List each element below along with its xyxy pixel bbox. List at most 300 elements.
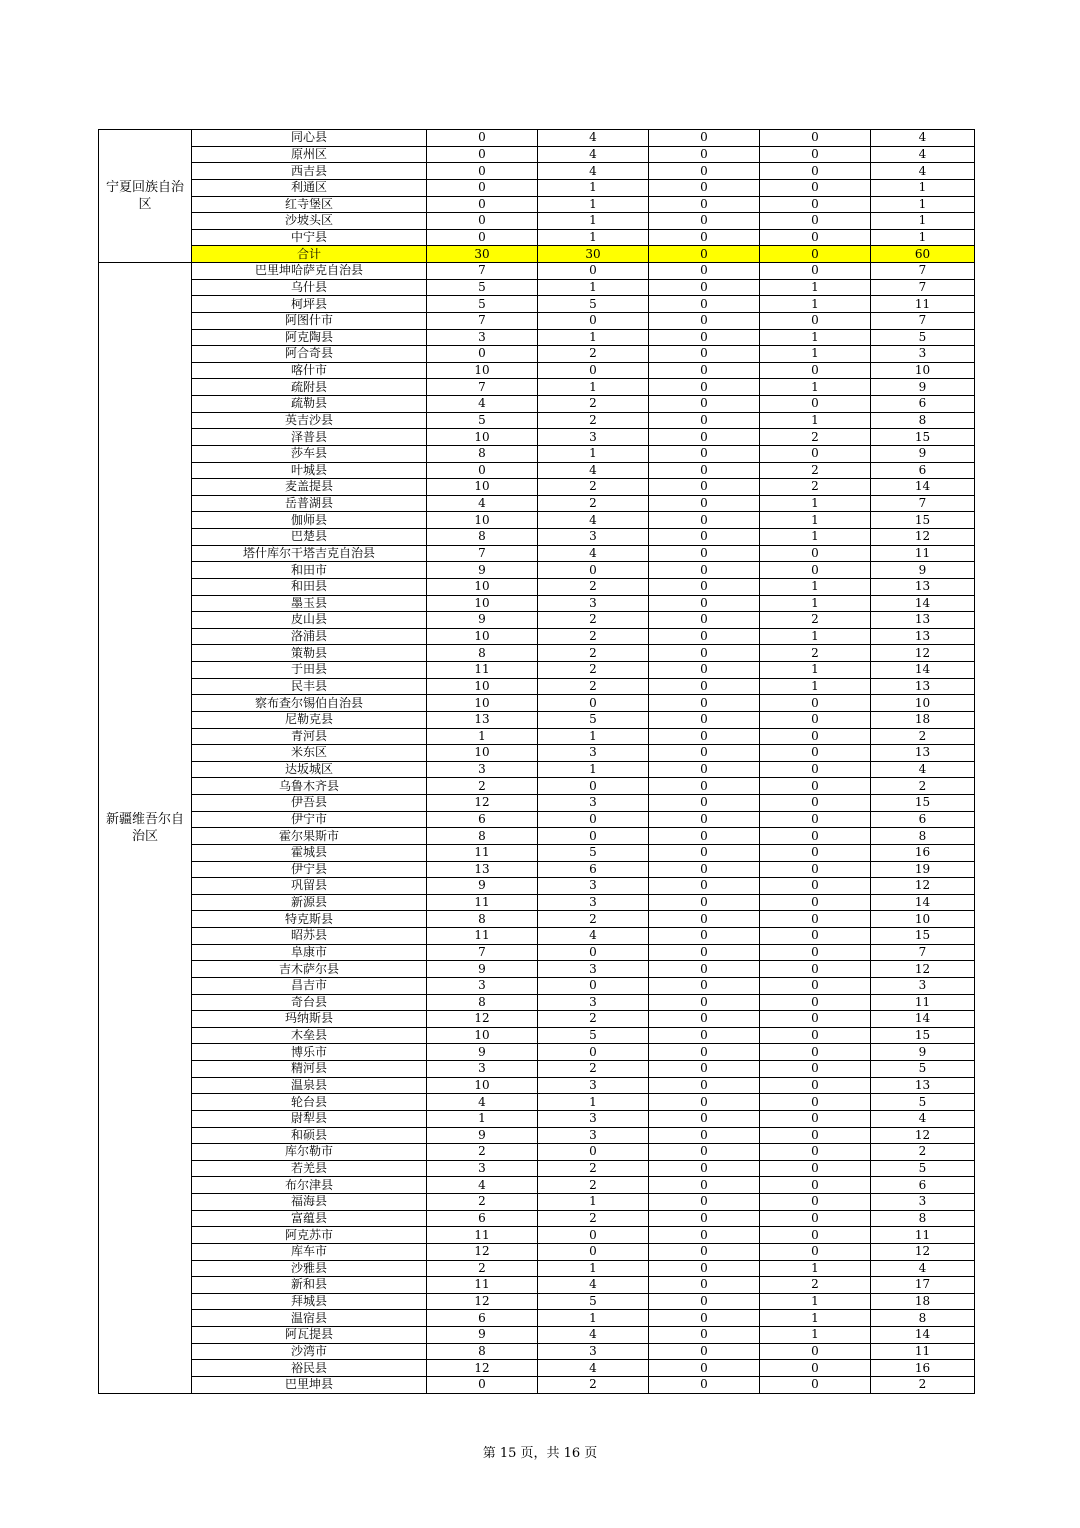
- value-cell: 1: [538, 1310, 649, 1327]
- table-row: [99, 1044, 975, 1061]
- value-cell: 2: [538, 612, 649, 629]
- county-name-cell: 霍尔果斯市: [192, 828, 427, 845]
- value-cell: 4: [538, 130, 649, 147]
- value-cell: 6: [538, 861, 649, 878]
- value-cell: 0: [760, 1210, 871, 1227]
- value-cell: 11: [427, 844, 538, 861]
- value-cell: 12: [871, 878, 975, 895]
- table-row: [99, 429, 975, 446]
- value-cell: 30: [427, 246, 538, 263]
- value-cell: 8: [871, 1310, 975, 1327]
- value-cell: 0: [760, 1027, 871, 1044]
- county-name-cell: 泽普县: [192, 429, 427, 446]
- table-row: [99, 196, 975, 213]
- value-cell: 15: [871, 429, 975, 446]
- county-name-cell: 阿克陶县: [192, 329, 427, 346]
- value-cell: 1: [760, 678, 871, 695]
- value-cell: 7: [427, 312, 538, 329]
- value-cell: 0: [649, 911, 760, 928]
- value-cell: 0: [649, 745, 760, 762]
- table-row: [99, 1360, 975, 1377]
- value-cell: 1: [760, 495, 871, 512]
- table-row: [99, 961, 975, 978]
- value-cell: 0: [760, 213, 871, 230]
- county-name-cell: 同心县: [192, 130, 427, 147]
- value-cell: 10: [871, 911, 975, 928]
- table-row: [99, 628, 975, 645]
- value-cell: 2: [427, 1260, 538, 1277]
- table-row: [99, 130, 975, 147]
- value-cell: 0: [649, 412, 760, 429]
- value-cell: 2: [871, 728, 975, 745]
- table-row: [99, 312, 975, 329]
- value-cell: 0: [649, 878, 760, 895]
- table-row: [99, 1177, 975, 1194]
- value-cell: 0: [649, 894, 760, 911]
- value-cell: 0: [760, 878, 871, 895]
- value-cell: 11: [427, 1277, 538, 1294]
- county-name-cell: 红寺堡区: [192, 196, 427, 213]
- county-name-cell: 塔什库尔干塔吉克自治县: [192, 545, 427, 562]
- county-name-cell: 察布查尔锡伯自治县: [192, 695, 427, 712]
- value-cell: 1: [538, 1260, 649, 1277]
- value-cell: 16: [871, 844, 975, 861]
- value-cell: 0: [649, 961, 760, 978]
- value-cell: 10: [427, 578, 538, 595]
- value-cell: 2: [538, 911, 649, 928]
- table-row: [99, 1144, 975, 1161]
- value-cell: 3: [538, 429, 649, 446]
- value-cell: 0: [427, 130, 538, 147]
- county-name-cell: 布尔津县: [192, 1177, 427, 1194]
- value-cell: 8: [871, 412, 975, 429]
- value-cell: 0: [760, 1077, 871, 1094]
- value-cell: 0: [649, 1177, 760, 1194]
- value-cell: 0: [760, 1011, 871, 1028]
- value-cell: 0: [649, 678, 760, 695]
- value-cell: 2: [427, 1144, 538, 1161]
- value-cell: 15: [871, 928, 975, 945]
- value-cell: 1: [760, 1293, 871, 1310]
- value-cell: 7: [871, 312, 975, 329]
- value-cell: 5: [871, 1061, 975, 1078]
- table-row: [99, 944, 975, 961]
- county-name-cell: 乌什县: [192, 279, 427, 296]
- value-cell: 15: [871, 795, 975, 812]
- table-row: [99, 479, 975, 496]
- table-row: [99, 412, 975, 429]
- county-name-cell: 昭苏县: [192, 928, 427, 945]
- value-cell: 0: [649, 994, 760, 1011]
- value-cell: 0: [427, 196, 538, 213]
- value-cell: 0: [649, 1077, 760, 1094]
- value-cell: 8: [427, 828, 538, 845]
- county-name-cell: 阜康市: [192, 944, 427, 961]
- value-cell: 4: [427, 1177, 538, 1194]
- value-cell: 7: [871, 944, 975, 961]
- value-cell: 0: [760, 778, 871, 795]
- value-cell: 3: [538, 894, 649, 911]
- value-cell: 8: [427, 911, 538, 928]
- county-name-cell: 洛浦县: [192, 628, 427, 645]
- value-cell: 2: [871, 778, 975, 795]
- table-row: [99, 362, 975, 379]
- value-cell: 0: [649, 1227, 760, 1244]
- table-row: [99, 928, 975, 945]
- value-cell: 0: [649, 1044, 760, 1061]
- value-cell: 3: [538, 1343, 649, 1360]
- value-cell: 12: [427, 1011, 538, 1028]
- value-cell: 9: [427, 612, 538, 629]
- value-cell: 1: [760, 412, 871, 429]
- table-row: [99, 844, 975, 861]
- value-cell: 2: [538, 628, 649, 645]
- value-cell: 4: [538, 163, 649, 180]
- value-cell: 0: [649, 1260, 760, 1277]
- value-cell: 0: [649, 1194, 760, 1211]
- value-cell: 0: [649, 163, 760, 180]
- value-cell: 6: [871, 462, 975, 479]
- value-cell: 18: [871, 711, 975, 728]
- value-cell: 1: [760, 1310, 871, 1327]
- county-name-cell: 青河县: [192, 728, 427, 745]
- value-cell: 14: [871, 595, 975, 612]
- value-cell: 8: [871, 828, 975, 845]
- value-cell: 15: [871, 1027, 975, 1044]
- value-cell: 0: [538, 1044, 649, 1061]
- value-cell: 9: [871, 445, 975, 462]
- value-cell: 4: [871, 1110, 975, 1127]
- value-cell: 13: [871, 745, 975, 762]
- value-cell: 4: [871, 146, 975, 163]
- value-cell: 1: [760, 662, 871, 679]
- value-cell: 0: [760, 944, 871, 961]
- value-cell: 0: [760, 562, 871, 579]
- value-cell: 0: [760, 861, 871, 878]
- table-row: [99, 396, 975, 413]
- value-cell: 0: [760, 1243, 871, 1260]
- value-cell: 4: [538, 1277, 649, 1294]
- value-cell: 19: [871, 861, 975, 878]
- value-cell: 4: [538, 512, 649, 529]
- value-cell: 5: [538, 1027, 649, 1044]
- value-cell: 1: [760, 346, 871, 363]
- value-cell: 3: [427, 1061, 538, 1078]
- value-cell: 9: [427, 878, 538, 895]
- table-row: [99, 595, 975, 612]
- value-cell: 0: [649, 429, 760, 446]
- value-cell: 1: [538, 1094, 649, 1111]
- value-cell: 2: [538, 645, 649, 662]
- value-cell: 0: [427, 229, 538, 246]
- value-cell: 2: [760, 645, 871, 662]
- value-cell: 0: [760, 312, 871, 329]
- value-cell: 0: [538, 1227, 649, 1244]
- county-name-cell: 策勒县: [192, 645, 427, 662]
- table-row: [99, 612, 975, 629]
- table-row: [99, 1277, 975, 1294]
- value-cell: 9: [427, 562, 538, 579]
- value-cell: 0: [538, 778, 649, 795]
- value-cell: 10: [427, 678, 538, 695]
- value-cell: 0: [760, 961, 871, 978]
- value-cell: 0: [760, 362, 871, 379]
- county-name-cell: 和硕县: [192, 1127, 427, 1144]
- value-cell: 0: [538, 828, 649, 845]
- value-cell: 1: [538, 1194, 649, 1211]
- value-cell: 10: [427, 512, 538, 529]
- county-name-cell: 麦盖提县: [192, 479, 427, 496]
- value-cell: 0: [649, 179, 760, 196]
- value-cell: 0: [538, 263, 649, 280]
- value-cell: 3: [538, 529, 649, 546]
- table-row: [99, 279, 975, 296]
- value-cell: 4: [871, 130, 975, 147]
- table-row: [99, 645, 975, 662]
- value-cell: 0: [760, 1127, 871, 1144]
- value-cell: 11: [427, 1227, 538, 1244]
- county-name-cell: 民丰县: [192, 678, 427, 695]
- table-row: [99, 977, 975, 994]
- value-cell: 0: [649, 545, 760, 562]
- value-cell: 2: [538, 1210, 649, 1227]
- value-cell: 0: [649, 1376, 760, 1393]
- county-name-cell: 皮山县: [192, 612, 427, 629]
- value-cell: 2: [538, 662, 649, 679]
- value-cell: 16: [871, 1360, 975, 1377]
- value-cell: 0: [760, 545, 871, 562]
- county-name-cell: 福海县: [192, 1194, 427, 1211]
- value-cell: 5: [538, 296, 649, 313]
- value-cell: 0: [649, 645, 760, 662]
- value-cell: 10: [427, 479, 538, 496]
- value-cell: 0: [649, 246, 760, 263]
- value-cell: 0: [649, 495, 760, 512]
- county-name-cell: 乌鲁木齐县: [192, 778, 427, 795]
- table-row: [99, 861, 975, 878]
- value-cell: 0: [649, 296, 760, 313]
- value-cell: 13: [871, 612, 975, 629]
- value-cell: 14: [871, 894, 975, 911]
- value-cell: 11: [871, 1227, 975, 1244]
- value-cell: 5: [538, 1293, 649, 1310]
- value-cell: 0: [760, 130, 871, 147]
- value-cell: 0: [649, 362, 760, 379]
- table-row: [99, 1110, 975, 1127]
- county-name-cell: 伊宁县: [192, 861, 427, 878]
- table-row: [99, 911, 975, 928]
- table-row: [99, 562, 975, 579]
- county-name-cell: 柯坪县: [192, 296, 427, 313]
- county-name-cell: 温泉县: [192, 1077, 427, 1094]
- value-cell: 0: [760, 196, 871, 213]
- value-cell: 2: [538, 678, 649, 695]
- value-cell: 1: [538, 445, 649, 462]
- county-name-cell: 中宁县: [192, 229, 427, 246]
- value-cell: 0: [649, 346, 760, 363]
- value-cell: 1: [871, 229, 975, 246]
- value-cell: 4: [871, 1260, 975, 1277]
- county-name-cell: 巴里坤哈萨克自治县: [192, 263, 427, 280]
- county-name-cell: 西吉县: [192, 163, 427, 180]
- value-cell: 9: [427, 1127, 538, 1144]
- value-cell: 5: [538, 711, 649, 728]
- value-cell: 0: [538, 977, 649, 994]
- value-cell: 1: [538, 279, 649, 296]
- value-cell: 0: [649, 944, 760, 961]
- value-cell: 0: [649, 396, 760, 413]
- value-cell: 3: [538, 961, 649, 978]
- value-cell: 1: [871, 213, 975, 230]
- value-cell: 12: [427, 1360, 538, 1377]
- value-cell: 9: [427, 1327, 538, 1344]
- county-name-cell: 伊宁市: [192, 811, 427, 828]
- value-cell: 10: [427, 362, 538, 379]
- table-row: [99, 1011, 975, 1028]
- value-cell: 0: [649, 1011, 760, 1028]
- table-row: [99, 1310, 975, 1327]
- county-name-cell: 喀什市: [192, 362, 427, 379]
- value-cell: 0: [538, 1144, 649, 1161]
- value-cell: 2: [760, 429, 871, 446]
- value-cell: 2: [538, 1160, 649, 1177]
- value-cell: 2: [538, 1177, 649, 1194]
- value-cell: 0: [760, 396, 871, 413]
- value-cell: 0: [760, 1144, 871, 1161]
- value-cell: 10: [871, 362, 975, 379]
- value-cell: 0: [760, 263, 871, 280]
- value-cell: 0: [649, 379, 760, 396]
- value-cell: 0: [427, 1376, 538, 1393]
- value-cell: 0: [760, 1160, 871, 1177]
- county-name-cell: 库尔勒市: [192, 1144, 427, 1161]
- value-cell: 0: [760, 445, 871, 462]
- table-row: [99, 662, 975, 679]
- value-cell: 8: [871, 1210, 975, 1227]
- value-cell: 1: [538, 761, 649, 778]
- value-cell: 1: [760, 512, 871, 529]
- table-row: [99, 163, 975, 180]
- table-row: [99, 495, 975, 512]
- value-cell: 4: [427, 495, 538, 512]
- county-name-cell: 巴楚县: [192, 529, 427, 546]
- value-cell: 1: [427, 728, 538, 745]
- value-cell: 0: [649, 1343, 760, 1360]
- value-cell: 0: [649, 263, 760, 280]
- value-cell: 6: [427, 811, 538, 828]
- value-cell: 0: [649, 329, 760, 346]
- value-cell: 6: [427, 1210, 538, 1227]
- county-name-cell: 于田县: [192, 662, 427, 679]
- value-cell: 0: [427, 179, 538, 196]
- value-cell: 12: [871, 1243, 975, 1260]
- value-cell: 1: [760, 279, 871, 296]
- value-cell: 0: [649, 562, 760, 579]
- table-row: [99, 878, 975, 895]
- value-cell: 12: [427, 1293, 538, 1310]
- value-cell: 0: [649, 695, 760, 712]
- value-cell: 0: [760, 146, 871, 163]
- value-cell: 6: [871, 1177, 975, 1194]
- county-name-cell: 拜城县: [192, 1293, 427, 1310]
- value-cell: 13: [871, 628, 975, 645]
- value-cell: 0: [427, 213, 538, 230]
- value-cell: 0: [760, 928, 871, 945]
- value-cell: 4: [538, 146, 649, 163]
- county-name-cell: 库车市: [192, 1243, 427, 1260]
- value-cell: 2: [538, 412, 649, 429]
- county-name-cell: 墨玉县: [192, 595, 427, 612]
- value-cell: 4: [871, 163, 975, 180]
- value-cell: 1: [427, 1110, 538, 1127]
- value-cell: 3: [538, 1110, 649, 1127]
- value-cell: 0: [649, 1144, 760, 1161]
- value-cell: 0: [649, 1094, 760, 1111]
- table-row: [99, 1227, 975, 1244]
- table-row: [99, 1077, 975, 1094]
- value-cell: 3: [538, 595, 649, 612]
- table-row: [99, 213, 975, 230]
- value-cell: 0: [649, 512, 760, 529]
- value-cell: 9: [871, 379, 975, 396]
- county-name-cell: 特克斯县: [192, 911, 427, 928]
- value-cell: 0: [760, 1061, 871, 1078]
- value-cell: 0: [427, 346, 538, 363]
- value-cell: 0: [538, 944, 649, 961]
- value-cell: 0: [760, 728, 871, 745]
- table-row: [99, 229, 975, 246]
- value-cell: 11: [427, 894, 538, 911]
- table-row: [99, 578, 975, 595]
- value-cell: 30: [538, 246, 649, 263]
- value-cell: 4: [427, 396, 538, 413]
- value-cell: 1: [760, 1260, 871, 1277]
- value-cell: 0: [649, 795, 760, 812]
- value-cell: 0: [649, 578, 760, 595]
- value-cell: 0: [538, 695, 649, 712]
- value-cell: 11: [871, 1343, 975, 1360]
- value-cell: 5: [871, 329, 975, 346]
- table-row: [99, 296, 975, 313]
- value-cell: 0: [760, 1094, 871, 1111]
- table-row: [99, 1127, 975, 1144]
- value-cell: 10: [427, 628, 538, 645]
- table-row: [99, 263, 975, 280]
- value-cell: 0: [760, 1376, 871, 1393]
- value-cell: 10: [427, 429, 538, 446]
- value-cell: 0: [649, 1110, 760, 1127]
- value-cell: 7: [427, 545, 538, 562]
- county-name-cell: 沙湾市: [192, 1343, 427, 1360]
- value-cell: 0: [649, 445, 760, 462]
- value-cell: 10: [427, 695, 538, 712]
- county-name-cell: 沙坡头区: [192, 213, 427, 230]
- table-row: [99, 711, 975, 728]
- value-cell: 0: [760, 163, 871, 180]
- value-cell: 1: [538, 379, 649, 396]
- county-name-cell: 温宿县: [192, 1310, 427, 1327]
- value-cell: 0: [760, 1177, 871, 1194]
- value-cell: 0: [760, 844, 871, 861]
- table-row: [99, 1260, 975, 1277]
- table-row: [99, 745, 975, 762]
- value-cell: 0: [760, 761, 871, 778]
- value-cell: 2: [538, 1376, 649, 1393]
- value-cell: 3: [538, 795, 649, 812]
- value-cell: 0: [649, 130, 760, 147]
- table-row: [99, 1061, 975, 1078]
- value-cell: 0: [649, 1243, 760, 1260]
